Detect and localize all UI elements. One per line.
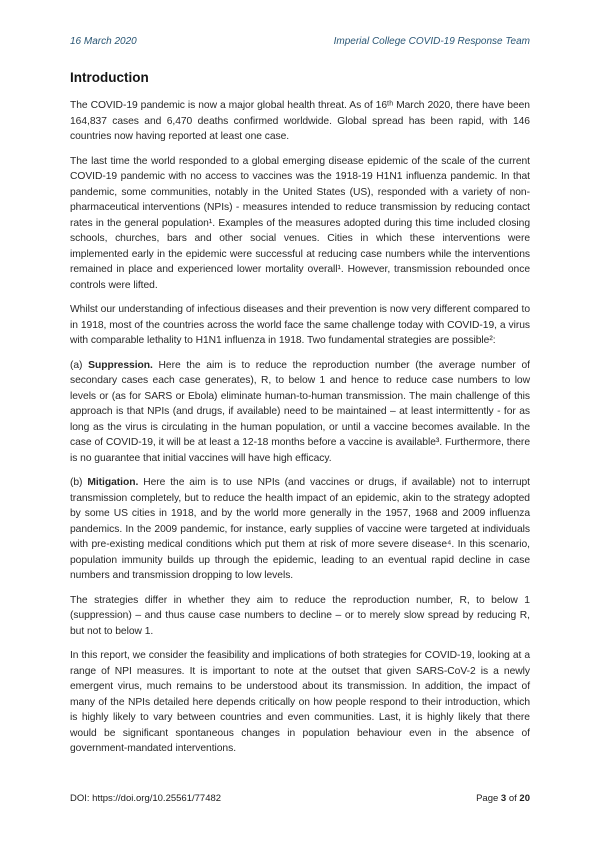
paragraph-suppression (70, 358, 530, 467)
paragraph-report-scope (70, 648, 530, 757)
page-footer (70, 793, 530, 804)
paragraph-text: The strategies differ in whether they aim to reduce the reproduction number, R, to below 1 (suppression) – and thus cause case numbers to decline – or to merely slow spread by reducing R, but not to below 1. (70, 594, 530, 637)
list-marker: (b) (70, 477, 88, 488)
paragraph-text: Here the aim is to use NPIs (and vaccines or drugs, if available) not to interrupt transmission completely, but to reduce the health impact of an epidemic, akin to the strategy adopted by some US cities in 1918, and by the world more generally in the 1957, 1968 and 2009 influenza pandemics. In the 2009 pandemic, for instance, early supplies of vaccine were targeted at individuals with pre-existing medical conditions which put them at risk of more severe disease⁴. In this scenario, population immunity builds up through the epidemic, leading to an eventual rapid decline in case numbers and transmission dropping to low levels. (70, 477, 530, 581)
header-date: 16 March 2020 (70, 36, 137, 47)
paragraph-text: Here the aim is to reduce the reproduction number (the average number of secondary cases each case generates), R, to below 1 and hence to reduce case numbers to low levels or (as for SARS or Ebola) eliminate human-to-human transmission. The main challenge of this approach is that NPIs (and drugs, if available) need to be maintained – at least intermittently - for as long as the virus is circulating in the human population, or until a vaccine becomes available. In the case of COVID-19, it will be at least a 12-18 months before a vaccine is available³. Furthermore, there is no guarantee that initial vaccines will have high efficacy. (70, 359, 530, 464)
paragraph-strategy-difference (70, 593, 530, 640)
paragraph-1918-comparison (70, 154, 530, 294)
strategy-term-mitigation: Mitigation. (87, 477, 139, 488)
paragraph-mitigation (70, 475, 530, 584)
paragraph-two-strategies (70, 302, 530, 349)
list-marker: (a) (70, 359, 89, 371)
footer-doi: DOI: https://doi.org/10.25561/77482 (70, 793, 222, 804)
footer-page-number: 3 (500, 793, 507, 804)
page-body (70, 70, 530, 766)
page-header (70, 36, 530, 47)
paragraph-text: The COVID-19 pandemic is now a major global health threat. As of 16ᵗʰ March 2020, there have been 164,837 cases and 6,470 deaths confirmed worldwide. Global spread has been rapid, with 146 countries now having reported at least one case. (70, 100, 530, 142)
section-title: Introduction (70, 70, 149, 85)
footer-page-indicator (476, 793, 530, 804)
paragraph-text: In this report, we consider the feasibility and implications of both strategies for COVID-19, looking at a range of NPI measures. It is important to note at the outset that given SARS-CoV-2 is a newly emergent virus, much remains to be understood about its transmission. In addition, the impact of many of the NPIs detailed here depends critically on how people respond to their introduction, which is highly likely to vary between countries and even communities. Last, it is highly likely that there would be significant spontaneous changes in population behaviour even in the absence of government-mandated interventions. (70, 650, 530, 754)
paragraph-pandemic-overview (70, 98, 530, 145)
footer-page-total: 20 (519, 793, 530, 804)
paragraph-text: Whilst our understanding of infectious diseases and their prevention is now very different compared to in 1918, most of the countries across the world face the same challenge today with COVID-19, a virus with comparable lethality to H1N1 influenza in 1918. Two fundamental strategies are possible²: (70, 304, 530, 346)
footer-page-word: Page (476, 793, 501, 804)
paragraph-text: The last time the world responded to a global emerging disease epidemic of the scale of the current COVID-19 pandemic with no access to vaccines was the 1918-19 H1N1 influenza pandemic. In that pandemic, some communities, notably in the United States (US), responded with a variety of non-pharmaceutical interventions (NPIs) - measures intended to reduce transmission by reducing contact rates in the general population¹. Examples of the measures adopted during this time included closing schools, churches, bars and other social venues. Cities in which these interventions were implemented early in the epidemic were successful at reducing case numbers while the interventions remained in place and experienced lower mortality overall¹. However, transmission rebounded once controls were lifted. (70, 155, 530, 291)
header-team: Imperial College COVID-19 Response Team (333, 36, 530, 47)
footer-of-word: of (506, 793, 520, 804)
strategy-term-suppression: Suppression. (88, 359, 153, 371)
